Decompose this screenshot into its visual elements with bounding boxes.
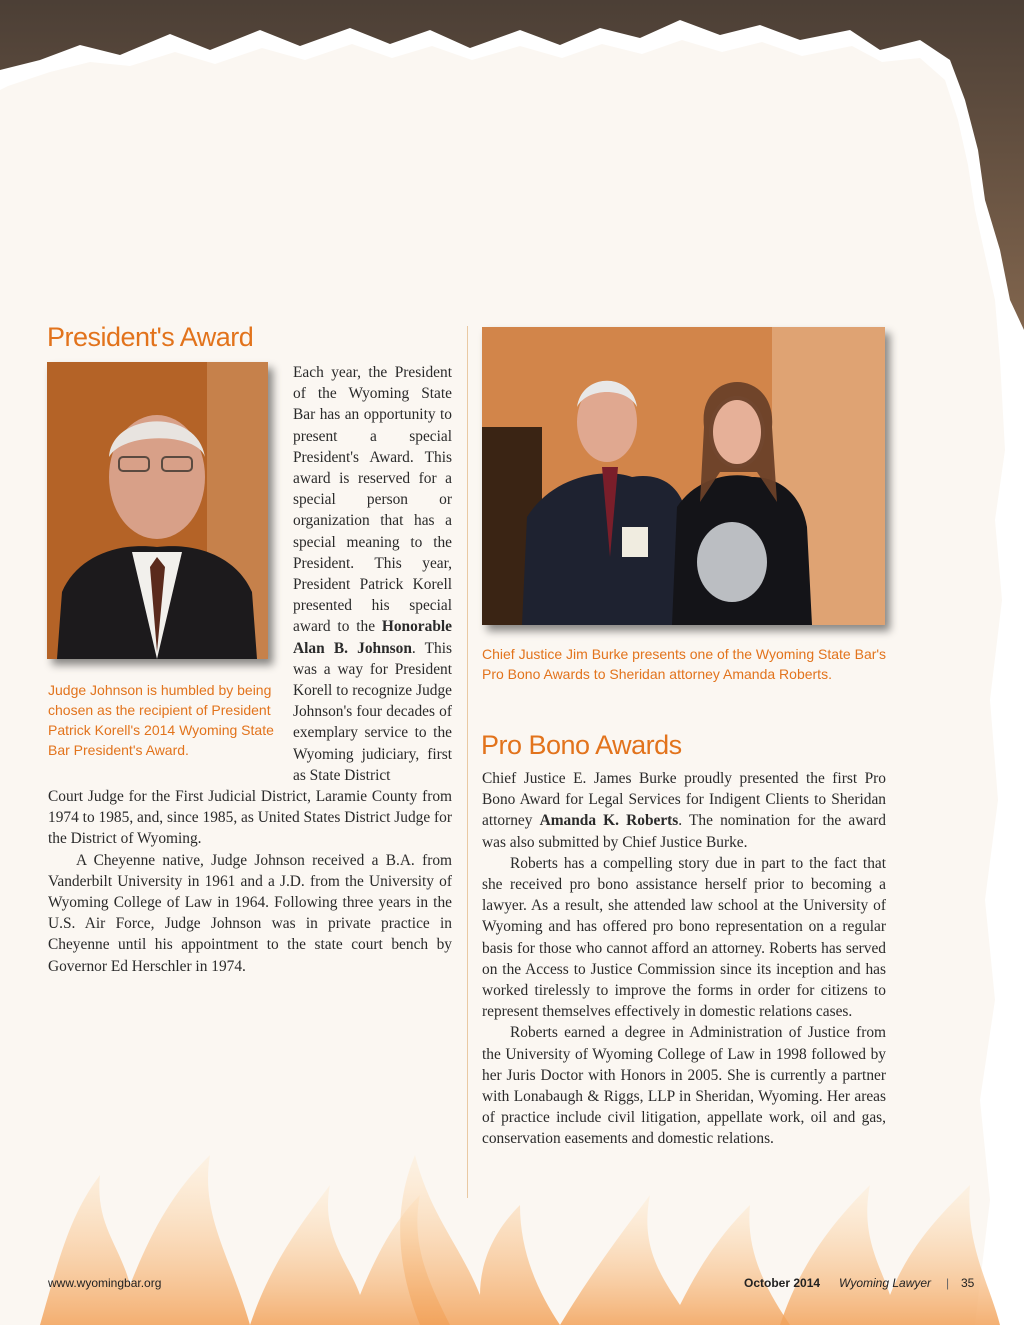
pro-bono-photo (482, 327, 885, 625)
honoree-name: Honorable Alan B. Johnson (293, 618, 452, 657)
page-number: 35 (961, 1276, 975, 1290)
pro-bono-paragraph-2: Roberts has a compelling story due in part to the fact that she received pro bono assistance herself prior to becoming a lawyer. As a result, she attended law school at the University of Wyoming and has offered pro bono representation on a regular basis for those who cannot afford an attorney. Roberts has served on the Access to Justice Commission since its inception and has worked tirelessly to improve the forms in order for citizens to represent themselves effectively in domestic relations cases. (482, 854, 886, 1021)
judge-johnson-caption: Judge Johnson is humbled by being chosen as the recipient of President Patrick Korell's 2014 Wyoming State Bar President's Award. (48, 682, 274, 758)
presidents-award-paragraph-1-continued: Court Judge for the First Judicial District, Laramie County from 1974 to 1985, and, since 1985, as United States District Judge for the District of Wyoming. (48, 788, 452, 848)
pro-bono-paragraph-1: Chief Justice E. James Burke proudly presented the first Pro Bono Award for Legal Services for Indigent Clients to Sheridan attorney Amanda K. Roberts. The nomination for the award was also submitted by Chief Justice Burke. (482, 770, 886, 851)
footer-url[interactable]: www.wyomingbar.org (48, 1276, 162, 1290)
pro-bono-column (482, 768, 886, 1150)
footer-date: October 2014 (744, 1276, 821, 1290)
presidents-award-paragraph-1: Each year, the President of the Wyoming State Bar has an opportunity to present a special President's Award. This award is reserved for a special person or organization that has a special meaning to the President. This year, President Patrick Korell presented his special award to the Honorable Alan B. Johnson. This was a way for President Korell to recognize Judge Johnson's four decades of exemplary service to the Wyoming judiciary, first as State District (293, 364, 452, 784)
footer-publication: Wyoming Lawyer (839, 1276, 932, 1290)
judge-johnson-portrait-image (47, 362, 268, 659)
burke-roberts-photo-image (482, 327, 885, 625)
presidents-award-paragraph-2: A Cheyenne native, Judge Johnson received a B.A. from Vanderbilt University in 1961 and a J.D. from the University of Wyoming College of Law in 1964. Following three years in the U.S. Air Force, Judge Johnson was in private practice in Cheyenne until his appointment to the state court bench by Governor Ed Herschler in 1974. (48, 851, 452, 975)
judge-johnson-photo (47, 362, 268, 659)
recipient-name: Amanda K. Roberts (539, 812, 679, 830)
presidents-award-wide-column (48, 786, 452, 977)
pro-bono-photo-caption: Chief Justice Jim Burke presents one of the Wyoming State Bar's Pro Bono Awards to Sheridan attorney Amanda Roberts. (482, 646, 887, 682)
pro-bono-awards-heading: Pro Bono Awards (481, 730, 682, 760)
footer-separator: | (946, 1276, 950, 1290)
presidents-award-narrow-column (293, 362, 452, 786)
presidents-award-heading: President's Award (47, 322, 254, 352)
column-divider (467, 326, 468, 1198)
pro-bono-paragraph-3: Roberts earned a degree in Administration of Justice from the University of Wyoming College of Law in 1998 followed by her Juris Doctor with Honors in 2005. She is currently a partner with Lonabaugh & Riggs, LLP in Sheridan, Wyoming. Her areas of practice include civil litigation, appellate work, oil and gas, conservation easements and domestic relations. (482, 1024, 886, 1148)
